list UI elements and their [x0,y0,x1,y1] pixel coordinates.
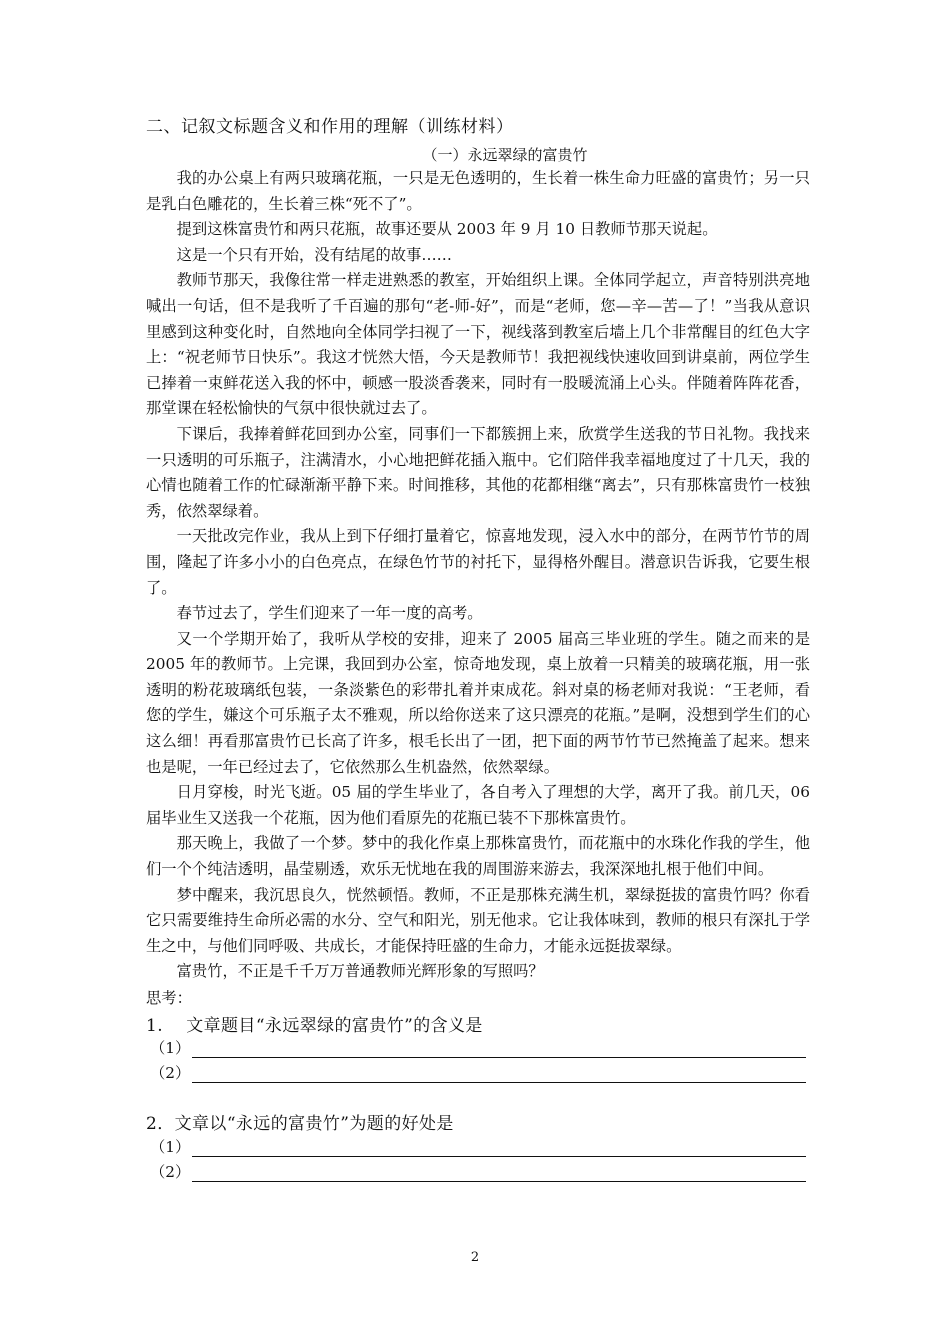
paragraph: 教师节那天，我像往常一样走进熟悉的教室，开始组织上课。全体同学起立，声音特别洪亮地喊出一句话，但不是我听了千百遍的那句“老-师-好”，而是“老师，您—辛—苦—了！”当我从意识里感到这种变化时，自然地向全体同学扫视了一下，视线落到教室后墙上几个非常醒目的红色大字上：“祝老师节日快乐”。我这才恍然大悟，今天是教师节！我把视线快速收回到讲桌前，两位学生已捧着一束鲜花送入我的怀中，顿感一股淡香袭来，同时有一股暖流涌上心头。伴随着阵阵花香，那堂课在轻松愉快的气氛中很快就过去了。 [146,271,810,418]
answer-rule [192,1082,806,1083]
answer-line[interactable] [146,1135,810,1157]
answer-line[interactable] [146,1061,810,1083]
paragraph: 春节过去了，学生们迎来了一年一度的高考。 [176,604,483,623]
answer-label: （1） [150,1039,191,1057]
answer-rule [192,1057,806,1058]
page-number: 2 [470,1250,480,1265]
question-2: 2．文章以“永远的富贵竹”为题的好处是 [146,1114,454,1134]
paragraph: 富贵竹，不正是千千万万普通教师光辉形象的写照吗？ [176,962,544,981]
answer-line[interactable] [146,1036,810,1058]
answer-rule [192,1156,806,1157]
answer-label: （2） [150,1163,191,1181]
paragraph: 一天批改完作业，我从上到下仔细打量着它，惊喜地发现，浸入水中的部分，在两节竹节的周围，隆起了许多小小的白色亮点，在绿色竹节的衬托下，显得格外醒目。潜意识告诉我，它要生根了。 [146,527,810,597]
paragraph: 提到这株富贵竹和两只花瓶，故事还要从 2003 年 9 月 10 日教师节那天说起。 [176,220,718,239]
question-1: 1. 文章题目“永远翠绿的富贵竹”的含义是 [146,1016,483,1036]
paragraph: 又一个学期开始了，我听从学校的安排，迎来了 2005 届高三毕业班的学生。随之而来的是 2005 年的教师节。上完课，我回到办公室，惊奇地发现，桌上放着一只精美的玻璃花瓶，用一张透明的粉花玻璃纸包装，一条淡紫色的彩带扎着并束成花。斜对桌的杨老师对我说：“王老师，看您的学生，嫌这个可乐瓶子太不雅观，所以给你送来了这只漂亮的花瓶。”是啊，没想到学生们的心这么细！再看那富贵竹已长高了许多，根毛长出了一团，把下面的两节竹节已然掩盖了起来。想来也是呢，一年已经过去了，它依然那么生机盎然，依然翠绿。 [146,629,810,776]
answer-rule [192,1181,806,1182]
answer-line[interactable] [146,1160,810,1182]
paragraph: 那天晚上，我做了一个梦。梦中的我化作桌上那株富贵竹，而花瓶中的水珠化作我的学生，他们一个个纯洁透明，晶莹剔透，欢乐无忧地在我的周围游来游去，我深深地扎根于他们中间。 [146,834,810,879]
think-label: 思考： [146,989,192,1007]
paragraph: 下课后，我捧着鲜花回到办公室，同事们一下都簇拥上来，欣赏学生送我的节日礼物。我找来一只透明的可乐瓶子，注满清水，小心地把鲜花插入瓶中。它们陪伴我幸福地度过了十几天，我的心情也随着工作的忙碌渐渐平静下来。时间推移，其他的花都相继“离去”，只有那株富贵竹一枝独秀，依然翠绿着。 [146,424,810,520]
answer-label: （1） [150,1138,191,1156]
paragraph: 我的办公桌上有两只玻璃花瓶，一只是无色透明的，生长着一株生命力旺盛的富贵竹；另一只是乳白色雕花的，生长着三株“死不了”。 [146,169,810,213]
section-heading: 二、记叙文标题含义和作用的理解（训练材料） [146,117,514,137]
paragraph: 日月穿梭，时光飞逝。05 届的学生毕业了，各自考入了理想的大学，离开了我。前几天，06 届毕业生又送我一个花瓶，因为他们看原先的花瓶已装不下那株富贵竹。 [146,783,810,827]
paragraph: 这是一个只有开始，没有结尾的故事…… [176,245,452,264]
article-title: （一）永远翠绿的富贵竹 [422,146,588,164]
paragraph: 梦中醒来，我沉思良久，恍然顿悟。教师，不正是那株充满生机，翠绿挺拔的富贵竹吗？你看它只需要维持生命所必需的水分、空气和阳光，别无他求。它让我体味到，教师的根只有深扎于学生之中，与他们同呼吸、共成长，才能保持旺盛的生命力，才能永远挺拔翠绿。 [146,885,810,955]
article-body [146,166,810,985]
answer-label: （2） [150,1064,191,1082]
